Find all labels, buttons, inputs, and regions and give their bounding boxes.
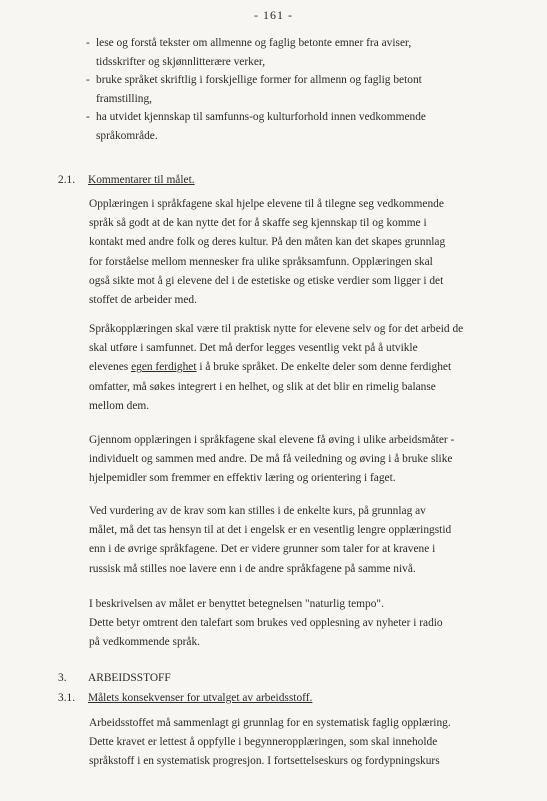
paragraph-5 — [89, 595, 537, 653]
text-line: I beskrivelsen av målet er benyttet betegnelsen "naturlig tempo". — [89, 598, 384, 610]
text-line: Språkopplæringen skal være til praktisk nytte for elevene selv og for det arbeid de — [89, 323, 464, 335]
section-number: 3.1. — [58, 692, 76, 704]
text-line — [89, 358, 537, 377]
text-line: russisk må stilles noe lavere enn i de andre språkfagene på samme nivå. — [89, 562, 416, 575]
bullet-line: språkområde. — [96, 129, 158, 142]
section-title: Kommentarer til målet. — [88, 174, 195, 186]
text-line: individuelt og sammen med andre. De må få veiledning og øving i å bruke slike — [89, 453, 453, 466]
paragraph-2 — [89, 320, 537, 416]
bullet-line: lese og forstå tekster om allmenne og faglig betonte emner fra aviser, — [96, 37, 412, 49]
text-line: språkstoff i en systematisk progresjon. I fortsettelseskurs og fordypningskurs — [89, 755, 440, 768]
bullet-line: framstilling, — [96, 92, 152, 105]
bullet-line: ha utvidet kjennskap til samfunns-og kulturforhold innen vedkommende — [96, 111, 426, 123]
section-title: Målets konsekvenser for utvalget av arbeidsstoff. — [88, 692, 313, 704]
text-span: i å bruke språket. De enkelte deler som denne ferdighet — [196, 361, 452, 374]
section-heading-3-1 — [58, 692, 528, 704]
paragraph-6 — [89, 714, 537, 772]
text-line: omfatter, må søkes integrert i en helhet, og slik at det blir en rimelig balanse — [89, 380, 436, 393]
text-line: hjelpemidler som fremmer en effektiv læring og orientering i faget. — [89, 472, 396, 485]
page-number: - 161 - — [254, 8, 293, 22]
text-line: Opplæringen i språkfagene skal hjelpe elevene til å tilegne seg vedkommende — [89, 198, 444, 210]
text-line: Gjennom opplæringen i språkfagene skal elevene få øving i ulike arbeidsmåter - — [89, 434, 455, 446]
paragraph-1 — [89, 195, 537, 310]
text-line: kontakt med andre folk og deres kultur. På den måten kan det skapes grunnlag — [89, 236, 446, 249]
text-line: Dette kravet er lettest å oppfylle i begynneropplæringen, som skal inneholde — [89, 736, 438, 749]
text-line: for forståelse mellom mennesker fra ulike språksamfunn. Opplæringen skal — [89, 255, 433, 268]
text-line: mellom dem. — [89, 399, 150, 412]
text-line: stoffet de arbeider med. — [89, 294, 197, 307]
section-title: ARBEIDSSTOFF — [88, 672, 171, 684]
text-line: også sikte mot å gi elevene del i de estetiske og etiske verdier som ligger i det — [89, 274, 444, 287]
bullet-line: tidsskrifter og skjønnlitterære verker, — [96, 55, 266, 68]
goal-bullet-list — [86, 34, 526, 145]
paragraph-4 — [89, 502, 537, 579]
list-item — [86, 108, 526, 145]
bullet-text — [96, 71, 526, 108]
section-number: 3. — [58, 672, 67, 684]
section-heading-2-1 — [58, 174, 528, 186]
text-line: Ved vurdering av de krav som kan stilles i de enkelte kurs, på grunnlag av — [89, 505, 426, 517]
text-line: målet, må det tas hensyn til at det i engelsk er en vesentlig lengre opplæringstid — [89, 524, 452, 537]
bullet-dash: - — [86, 111, 90, 123]
paragraph-3 — [89, 431, 537, 489]
text-line: på vedkommende språk. — [89, 636, 201, 649]
bullet-line: bruke språket skriftlig i forskjellige former for allmenn og faglig betont — [96, 74, 422, 86]
text-line: språk så godt at de kan nytte det for å skaffe seg kjennskap til og komme i — [89, 217, 427, 230]
bullet-dash: - — [86, 37, 90, 49]
text-line: skal utføre i samfunnet. Det må derfor legges vesentlig vekt på å utvikle — [89, 342, 418, 355]
text-line: Dette betyr omtrent den talefart som brukes ved opplesning av nyheter i radio — [89, 617, 443, 630]
text-span: elevenes — [89, 361, 132, 374]
text-line: Arbeidsstoffet må sammenlagt gi grunnlag for en systematisk faglig opplæring. — [89, 717, 451, 729]
bullet-dash: - — [86, 74, 90, 86]
section-heading-3 — [58, 672, 528, 684]
emphasis-underline: egen ferdighet — [131, 361, 197, 374]
bullet-text — [96, 34, 526, 71]
text-line: enn i de øvrige språkfagene. Det er videre grunner som taler for at kravene i — [89, 543, 436, 556]
bullet-text — [96, 108, 526, 145]
list-item — [86, 34, 526, 71]
list-item — [86, 71, 526, 108]
section-number: 2.1. — [58, 174, 76, 186]
